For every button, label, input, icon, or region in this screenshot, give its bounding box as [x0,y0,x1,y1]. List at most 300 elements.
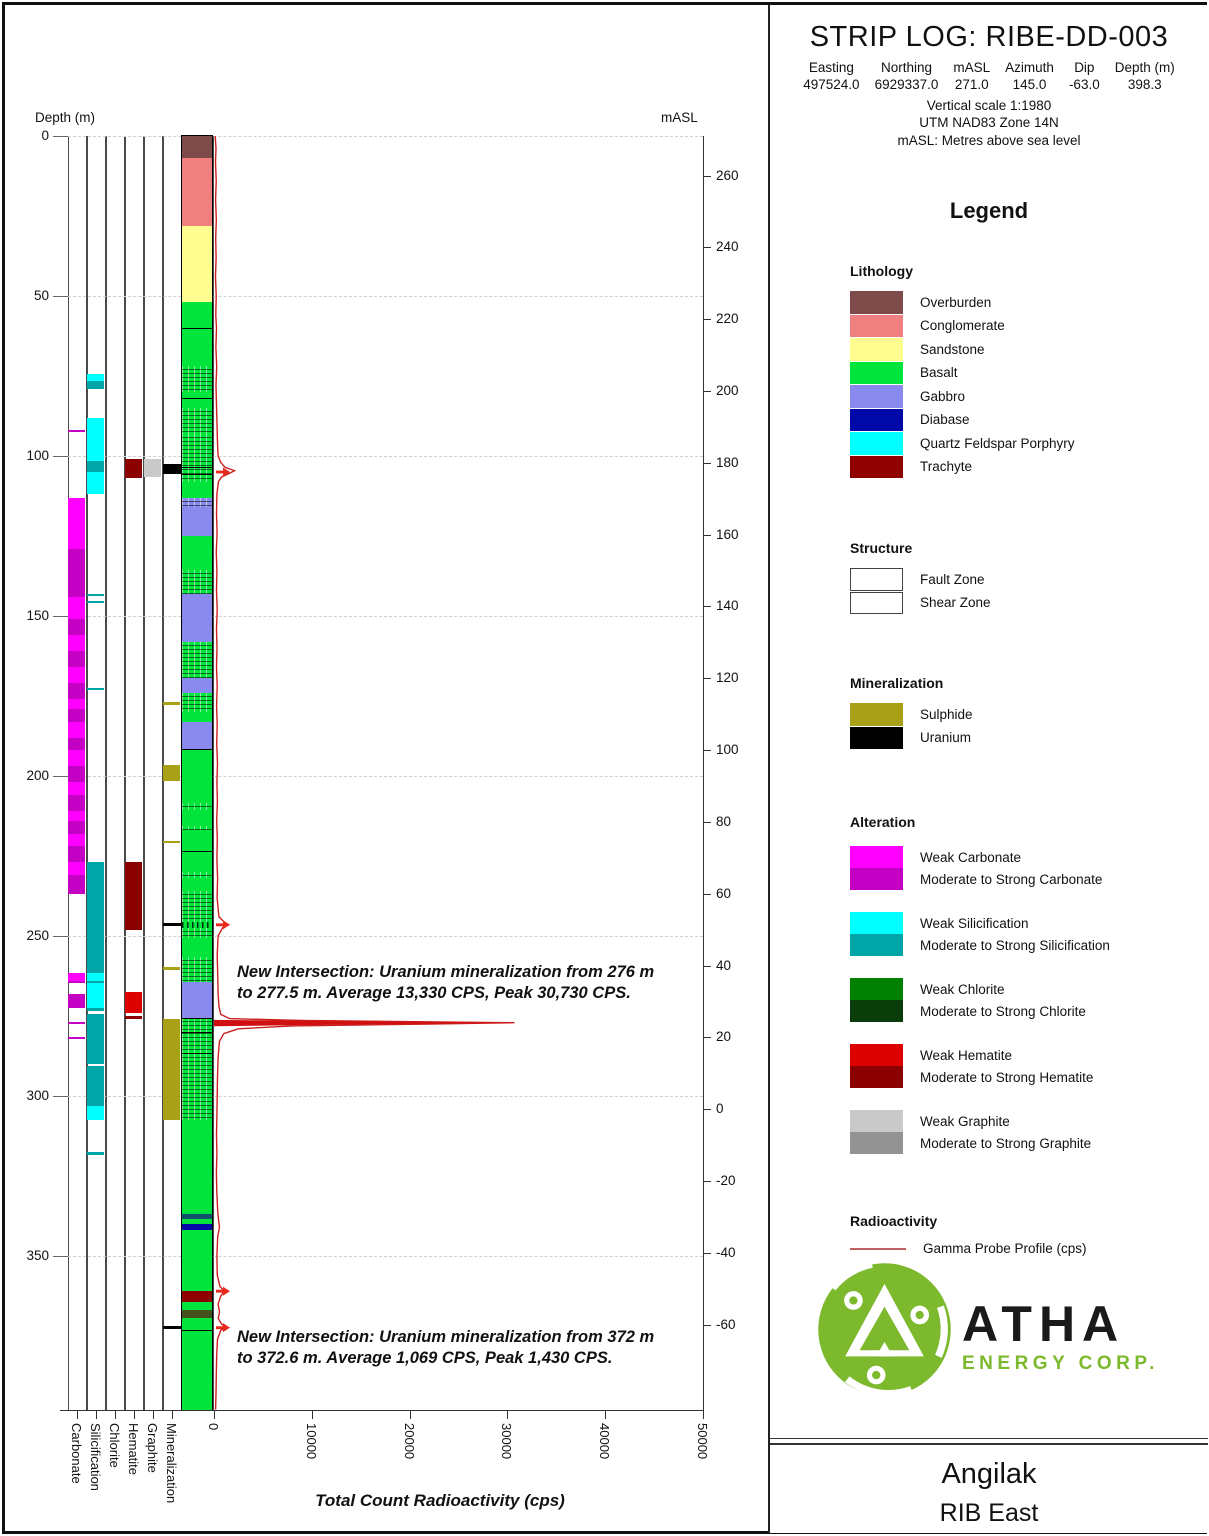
mineralization-sulphide-interval [163,702,180,704]
lithology-basalt [182,1302,212,1310]
track-label-mineralization: Mineralization [163,1423,179,1504]
mineralization-sulphide-interval [163,841,180,843]
masl-tick [703,1253,711,1254]
silicification-weak-interval [87,418,104,461]
annotation-line: New Intersection: Uranium mineralization from 372 m [237,1328,655,1346]
legend-alteration [850,814,1198,1176]
lithology-basalt [182,938,212,957]
annotation-line: to 372.6 m. Average 1,069 CPS, Peak 1,430 CPS. [237,1349,613,1368]
legend-structure [850,540,1198,615]
carbonate-strong-interval [68,766,85,782]
depth-tick-label: 0 [41,128,49,143]
legend-item-basalt [850,362,1198,385]
legend-item-shear-zone [850,592,1198,615]
field-label: Easting [808,60,854,75]
masl-tick [703,1109,711,1110]
weak-swatch [850,1044,903,1066]
field-value: -63.0 [1068,76,1100,92]
masl-tick [703,606,711,607]
strong-swatch [850,868,903,890]
annotation-line: to 277.5 m. Average 13,330 CPS, Peak 30,730 CPS. [237,984,631,1003]
cps-tick [214,1410,215,1419]
masl-tick-label: 160 [716,526,739,542]
gamma-trace [215,136,514,1410]
legend-item-fault-zone [850,568,1198,591]
cps-tick-label: 40000 [597,1423,613,1460]
intercept-arrow-icon [216,920,230,929]
masl-tick [703,247,711,248]
alteration-swatch [850,1044,903,1088]
field-value: 271.0 [954,76,989,92]
cps-tick [703,1410,704,1419]
depth-gridline [68,456,703,457]
lithology-gabbro [182,498,212,508]
lithology-sandstone [182,226,212,303]
strong-swatch [850,1000,903,1022]
legend-item-sulphide [850,703,1198,726]
lithology-basalt [182,1230,212,1291]
legend-structure-heading: Structure [850,540,913,556]
legend-item-quartz-feldspar-porphyry-label: Quartz Feldspar Porphyry [920,435,1075,451]
field-label: Dip [1074,60,1095,75]
hematite-strong-interval [125,459,142,478]
collar-field-azimuth [1005,60,1054,94]
legend-item-fault-zone-swatch [850,568,903,591]
track-label-hematite: Hematite [125,1423,141,1476]
legend-item-basalt-swatch [850,362,903,385]
collar-field-easting [803,60,859,94]
masl-tick-label: 200 [716,382,739,398]
masl-tick [703,1037,711,1038]
depth-tick-label: 350 [26,1248,49,1263]
masl-tick-label: 240 [716,239,739,255]
carbonate-strong-interval [68,875,85,894]
mineralization-uranium-interval [163,464,182,474]
strong-swatch [850,934,903,956]
carbonate-strong-interval [68,619,85,635]
xaxis-title: Total Count Radioactivity (cps) [315,1491,565,1510]
strong-label: Moderate to Strong Graphite [920,1135,1092,1151]
lithology-contact [182,1330,212,1331]
lithology-contact [182,851,212,852]
weak-swatch [850,1110,903,1132]
legend-item-sulphide-swatch [850,703,903,726]
lithology-basalt [182,302,212,366]
silicification-strong-interval [87,1014,104,1064]
lithology-basalt [182,928,212,938]
carbonate-strong-interval [68,981,85,984]
legend-item-quartz-feldspar-porphyry-swatch [850,432,903,455]
legend-alteration-heading: Alteration [850,814,916,830]
legend-item-diabase-swatch [850,409,903,432]
silicification-strong-interval [87,594,104,596]
silicification-strong-interval [87,1008,104,1011]
silicification-strong-interval [87,1066,104,1105]
carbonate-strong-interval [68,738,85,751]
lithology-gabbro [182,722,212,749]
depth-tick-label: 100 [26,448,49,463]
legend-item-basalt-label: Basalt [920,365,958,381]
lithology-contact [182,1032,212,1033]
lithology-basalt [182,957,212,983]
cps-tick-label: 20000 [401,1423,417,1460]
lithology-basalt [182,878,212,891]
masl-tick [703,894,711,895]
carbonate-strong-interval [68,994,85,1008]
gamma-peak-spike [214,1020,515,1026]
depth-gridline [68,1256,703,1257]
silicification-strong-interval [87,601,104,603]
mineralization-sulphide-interval [163,1019,180,1120]
legend-item-overburden-swatch [850,291,903,314]
lithology-basalt [182,392,212,408]
legend-pair-carbonate [850,846,1198,890]
depth-tick [53,296,68,297]
alteration-labels [920,978,1086,1022]
weak-swatch [850,978,903,1000]
carbonate-strong-interval [68,549,85,597]
legend-item-uranium [850,727,1198,750]
field-value: 145.0 [1012,76,1047,92]
intercept-arrow-icon [216,468,230,477]
masl-tick [703,966,711,967]
legend-item-diabase [850,409,1198,432]
depth-tick-label: 150 [26,608,49,623]
lithology-basalt [182,1310,212,1318]
depth-tick-label: 50 [33,288,49,303]
silicification-weak-interval [87,973,104,981]
depth-tick [53,456,68,457]
carbonate-weak-interval [68,597,85,619]
silicification-weak-interval [87,983,104,1008]
masl-tick-label: 60 [716,885,732,901]
lithology-contact [182,398,212,399]
masl-tick [703,1325,711,1326]
lithology-basalt [182,408,212,434]
masl-tick [703,1181,711,1182]
lithology-contact [182,467,212,468]
legend-item-conglomerate-swatch [850,315,903,338]
track-label-tick [77,1410,78,1419]
depth-gridline [68,296,703,297]
weak-swatch [850,912,903,934]
depth-tick-label: 300 [26,1088,49,1103]
silicification-strong-interval [87,381,104,389]
legend-item-conglomerate-label: Conglomerate [920,318,1005,334]
intersection-annotation-2 [237,1327,654,1370]
field-value: 497524.0 [803,76,860,92]
alteration-swatch [850,978,903,1022]
cps-tick [507,1410,508,1419]
carbonate-weak-interval [68,834,85,847]
carbonate-weak-interval [68,811,85,821]
carbonate-strong-interval [68,709,85,722]
lithology-basalt [182,749,212,803]
alteration-labels [920,1044,1093,1088]
note-line: Vertical scale 1:1980 [926,98,1052,113]
hematite-weak-interval [125,992,142,1013]
carbonate-weak-interval [68,973,85,981]
carbonate-strong-interval [68,1037,85,1039]
project-area: RIB East [939,1499,1039,1527]
cps-tick-label: 10000 [303,1423,319,1460]
track-label-silicification: Silicification [87,1423,103,1491]
legend-item-quartz-feldspar-porphyry [850,432,1198,455]
scale-notes [770,97,1208,149]
silicification-strong-interval [87,688,104,690]
lithology-gabbro [182,678,212,692]
legend-radioactivity-heading: Radioactivity [850,1213,938,1229]
masl-tick-label: 220 [716,311,739,327]
lithology-basalt [182,810,212,826]
depth-tick [53,136,68,137]
carbonate-weak-interval [68,862,85,875]
bottom-axis-line [60,1410,704,1411]
masl-tick-label: -40 [716,1244,736,1260]
masl-tick-label: 120 [716,670,739,686]
legend-item-trachyte-label: Trachyte [920,459,973,475]
legend-item-shear-zone-label: Shear Zone [920,595,991,611]
track-label-tick [153,1410,154,1419]
masl-tick [703,678,711,679]
page-title: STRIP LOG: RIBE-DD-003 [809,21,1169,53]
lithology-gabbro [182,982,212,1012]
legend-item-sandstone-swatch [850,338,903,361]
legend-item-gabbro [850,385,1198,408]
legend-heading: Legend [949,198,1029,223]
alteration-swatch [850,846,903,890]
lithology-trachyte [182,1291,212,1302]
lithology-basalt [182,366,212,392]
masl-tick-label: 260 [716,167,739,183]
carbonate-strong-interval [68,846,85,862]
annotation-line: New Intersection: Uranium mineralization from 276 m [237,963,655,981]
lithology-contact [182,328,212,329]
lithology-overburden [182,136,212,158]
collar-field-depthm [1115,60,1175,94]
track-label-tick [115,1410,116,1419]
lithology-basalt [182,642,212,679]
depth-tick-label: 200 [26,768,49,783]
track-label-tick [172,1410,173,1419]
track-silicification [87,136,106,1410]
legend-lithology-heading: Lithology [850,263,913,279]
legend-item-overburden-label: Overburden [920,294,992,310]
carbonate-weak-interval [68,498,85,549]
legend-lithology [850,263,1198,479]
lithology-basalt [182,693,212,712]
weak-label: Weak Graphite [920,1113,1010,1129]
masl-axis-line [703,136,704,1410]
carbonate-weak-interval [68,667,85,683]
depth-tick [53,616,68,617]
alteration-labels [920,1110,1091,1154]
depth-axis-label: Depth (m) [35,110,96,125]
carbonate-strong-interval [68,430,85,432]
track-label-chlorite: Chlorite [106,1423,122,1468]
silicification-weak-interval [87,472,104,494]
collar-field-dip [1069,60,1100,94]
lithology-conglomerate [182,158,212,225]
legend-item-uranium-label: Uranium [920,730,972,746]
weak-label: Weak Hematite [920,1047,1013,1063]
track-graphite [144,136,163,1410]
strong-swatch [850,1132,903,1154]
field-label: mASL [953,60,991,75]
track-chlorite [106,136,125,1410]
track-hematite [125,136,144,1410]
depth-tick [53,776,68,777]
carbonate-strong-interval [68,1022,85,1024]
strip-log-plot [5,5,768,1533]
info-panel [768,5,1208,1533]
legend-mineralization-heading: Mineralization [850,675,944,691]
alteration-swatch [850,912,903,956]
strong-label: Moderate to Strong Chlorite [920,1003,1086,1019]
masl-tick [703,319,711,320]
masl-tick-label: 180 [716,454,739,470]
masl-tick-label: -60 [716,1316,736,1332]
legend-item-trachyte-swatch [850,456,903,479]
legend-item-trachyte [850,456,1198,479]
lithology-contact [182,1018,212,1019]
carbonate-weak-interval [68,782,85,795]
hematite-strong-interval [125,1016,142,1019]
masl-tick-label: 40 [716,957,732,973]
legend-item-uranium-swatch [850,727,903,750]
masl-tick [703,750,711,751]
hematite-strong-interval [125,862,142,929]
legend-item-gabbro-label: Gabbro [920,388,966,404]
intercept-arrow-icon [216,1287,230,1296]
legend-pair-hematite [850,1044,1198,1088]
field-label: Depth (m) [1114,60,1175,75]
legend-radioactivity [850,1213,1198,1257]
legend-item-sandstone-label: Sandstone [920,341,985,357]
lithology-gabbro [182,594,212,642]
carbonate-strong-interval [68,683,85,699]
strong-label: Moderate to Strong Silicification [920,937,1110,953]
masl-tick-label: 20 [716,1029,732,1045]
legend-pair-silicification [850,912,1198,956]
intercept-arrow-icon [216,1323,230,1332]
graphite-weak-interval [144,459,161,477]
track-label-graphite: Graphite [144,1423,160,1473]
legend-item-overburden [850,291,1198,314]
collar-field-northing [875,60,939,94]
legend-item-diabase-label: Diabase [920,412,970,428]
lithology-basalt [182,891,212,921]
collar-field-masl [953,60,990,94]
weak-label: Weak Chlorite [920,981,1005,997]
legend-pair-graphite [850,1110,1198,1154]
company-logo [812,1257,1192,1427]
depth-tick [53,936,68,937]
legend-mineralization [850,675,1198,750]
depth-gridline [68,936,703,937]
masl-tick [703,822,711,823]
silicification-strong-interval [87,1152,104,1155]
depth-gridline [68,616,703,617]
weak-label: Weak Carbonate [920,849,1022,865]
project-name: Angilak [941,1458,1037,1490]
carbonate-strong-interval [68,821,85,834]
masl-tick-label: 140 [716,598,739,614]
lithology-basalt [182,536,212,570]
masl-tick-label: 80 [716,813,732,829]
depth-tick [53,1096,68,1097]
field-value: 398.3 [1127,76,1162,92]
cps-tick [605,1410,606,1419]
legend-item-fault-zone-label: Fault Zone [920,571,985,587]
carbonate-strong-interval [68,795,85,811]
silicification-strong-interval [87,862,104,972]
alteration-labels [920,846,1102,890]
cps-tick-label: 50000 [695,1423,710,1460]
masl-tick [703,463,711,464]
alteration-swatch [850,1110,903,1154]
legend-item-conglomerate [850,315,1198,338]
strong-label: Moderate to Strong Hematite [920,1069,1094,1085]
lithology-basalt [182,712,212,722]
note-line: mASL: Metres above sea level [897,132,1081,148]
lithology-contact [182,1053,212,1054]
carbonate-strong-interval [68,651,85,667]
field-label: Northing [880,60,932,75]
field-value: 6929337.0 [874,76,939,92]
cps-tick [410,1410,411,1419]
lithology-basalt [182,570,212,594]
intersection-annotation-1 [237,962,654,1005]
lithology-contact [182,749,212,750]
masl-tick-label: -20 [716,1173,736,1189]
lithology-basalt [182,434,212,466]
cps-tick-label: 30000 [499,1423,515,1460]
project-footer [770,1438,1208,1533]
weak-swatch [850,846,903,868]
cps-tick [312,1410,313,1419]
lithology-basalt [182,1318,212,1410]
masl-tick [703,391,711,392]
strong-swatch [850,1066,903,1088]
carbonate-weak-interval [68,699,85,709]
lithology-gabbro [182,507,212,536]
legend-pair-chlorite [850,978,1198,1022]
field-label: Azimuth [1005,60,1054,75]
track-label-tick [134,1410,135,1419]
mineralization-uranium-interval [163,923,182,926]
atha-logo-icon [812,1257,957,1402]
depth-tick [53,1256,68,1257]
weak-label: Weak Silicification [920,915,1029,931]
gamma-line-label: Gamma Probe Profile (cps) [923,1241,1087,1256]
track-label-carbonate: Carbonate [68,1423,84,1484]
legend-item-sandstone [850,338,1198,361]
silicification-strong-interval [87,461,104,472]
gamma-line-sample [850,1248,906,1250]
note-line: UTM NAD83 Zone 14N [919,115,1059,131]
mineralization-sulphide-interval [163,765,180,781]
logo-wordmark: ATHA [962,1296,1126,1352]
collar-fields [770,60,1208,94]
masl-tick [703,535,711,536]
strip-log-page [2,2,1207,1534]
silicification-weak-interval [87,1106,104,1120]
lithology-contact [182,474,212,475]
legend-item-sulphide-label: Sulphide [920,706,973,722]
legend-item-gabbro-swatch [850,385,903,408]
carbonate-weak-interval [68,750,85,766]
